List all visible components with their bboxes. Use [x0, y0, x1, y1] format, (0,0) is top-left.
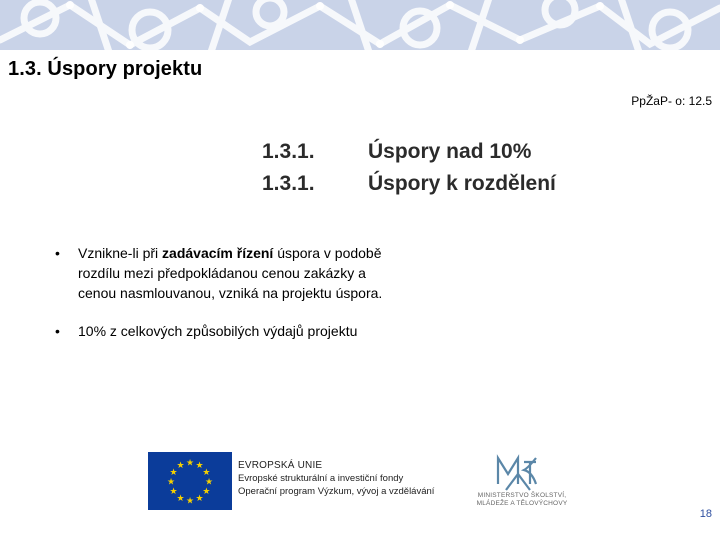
eu-logo-line: Operační program Výzkum, vývoj a vzdělávání: [238, 486, 435, 497]
bullet-marker: •: [55, 323, 60, 339]
eu-star-icon: ★: [202, 467, 211, 477]
eu-star-icon: ★: [185, 495, 195, 506]
eu-flag-logo: [148, 452, 232, 510]
eu-stars-icon: [148, 452, 232, 510]
decorative-network-pattern: [0, 0, 720, 50]
bullet-text: [78, 243, 385, 303]
bullet-bold-term: zadávacím řízení: [162, 245, 274, 261]
heading-number: 1.3.1.: [262, 172, 315, 195]
heading-text: Úspory nad 10%: [368, 140, 532, 163]
eu-logo-text: [238, 459, 434, 498]
eu-star-icon: ★: [166, 476, 176, 487]
eu-logo-line: EVROPSKÁ UNIE: [238, 460, 323, 471]
bullet-text: 10% z celkových způsobilých výdajů projektu: [78, 323, 358, 339]
bullet-marker: •: [55, 245, 60, 261]
eu-star-icon: ★: [185, 457, 195, 468]
heading-text: Úspory k rozdělení: [368, 172, 556, 195]
eu-star-icon: ★: [176, 492, 185, 503]
page-number: 18: [699, 508, 712, 520]
eu-star-icon: ★: [176, 460, 185, 471]
bullet-text-part: úspora v podobě rozdílu mezi předpokládanou cenou zakázky a cenou nasmlouvanou, vzniká na projektu úspora.: [78, 245, 383, 301]
heading-number: 1.3.1.: [262, 140, 315, 163]
header-banner: [0, 0, 720, 50]
reference-code: PpŽaP- o: 12.5: [631, 94, 712, 108]
bullet-list: [55, 243, 385, 359]
eu-star-icon: ★: [202, 486, 211, 496]
slide-title: 1.3. Úspory projektu: [8, 58, 203, 80]
msmt-logo-text: [466, 492, 578, 508]
msmt-logo-line: MINISTERSTVO ŠKOLSTVÍ,: [477, 492, 567, 499]
eu-star-icon: ★: [204, 476, 214, 487]
bullet-text-part: Vznikne-li při: [78, 245, 163, 261]
eu-star-icon: ★: [169, 467, 178, 477]
eu-logo-line: Evropské strukturální a investiční fondy: [238, 473, 404, 484]
section-headings: [262, 140, 556, 196]
eu-star-icon: ★: [195, 460, 204, 471]
bullet-item: [55, 321, 385, 341]
eu-star-icon: ★: [169, 486, 178, 496]
eu-star-icon: ★: [195, 492, 204, 503]
bullet-item: [55, 243, 385, 303]
msmt-logo-line: MLÁDEŽE A TĚLOVÝCHOVY: [476, 500, 568, 507]
